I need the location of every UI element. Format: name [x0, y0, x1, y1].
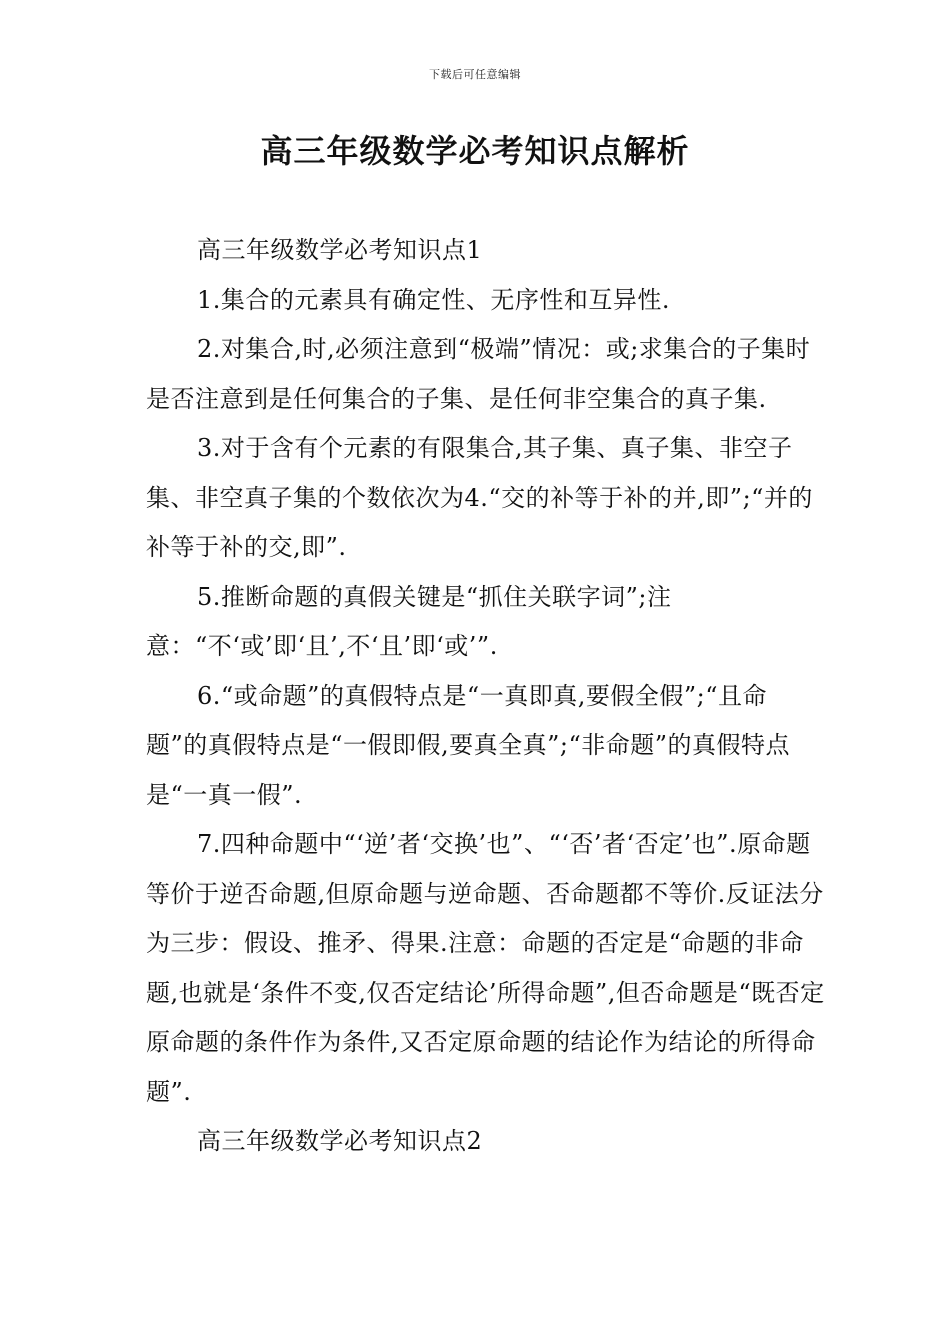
paragraph-6: 7.四种命题中“‘逆’者‘交换’也”、“‘否’者‘否定’也”.原命题等价于逆否命题,但原命题与逆命题、否命题都不等价.反证法分为三步：假设、推矛、得果.注意：命题的否定是“命题的非命题,也就是‘条件不变,仅否定结论’所得命题”,但否命题是“既否定原命题的条件作为条件,又否定原命题的结论作为结论的所得命题”. [146, 830, 825, 1106]
paragraph-3: 3.对于含有个元素的有限集合,其子集、真子集、非空子集、非空真子集的个数依次为4.“交的补等于补的并,即”;“并的补等于补的交,即”. [146, 434, 813, 561]
section-heading-1: 高三年级数学必考知识点1 [197, 236, 483, 264]
header-note: 下载后可任意编辑 [429, 68, 521, 81]
paragraph-2: 2.对集合,时,必须注意到“极端”情况：或;求集合的子集时是否注意到是任何集合的子集、是任何非空集合的真子集. [146, 335, 811, 413]
paragraph-4: 5.推断命题的真假关键是“抓住关联字词”;注意：“不‘或’即‘且’,不‘且’即‘或’”. [146, 582, 672, 660]
paragraph-1: 1.集合的元素具有确定性、无序性和互异性. [197, 285, 671, 314]
paragraph-5: 6.“或命题”的真假特点是“一真即真,要假全假”;“且命题”的真假特点是“一假即假,要真全真”;“非命题”的真假特点是“一真一假”. [146, 681, 791, 809]
section-heading-2: 高三年级数学必考知识点2 [197, 1127, 483, 1155]
document-title: 高三年级数学必考知识点解析 [260, 132, 690, 170]
document-body [146, 226, 826, 1167]
